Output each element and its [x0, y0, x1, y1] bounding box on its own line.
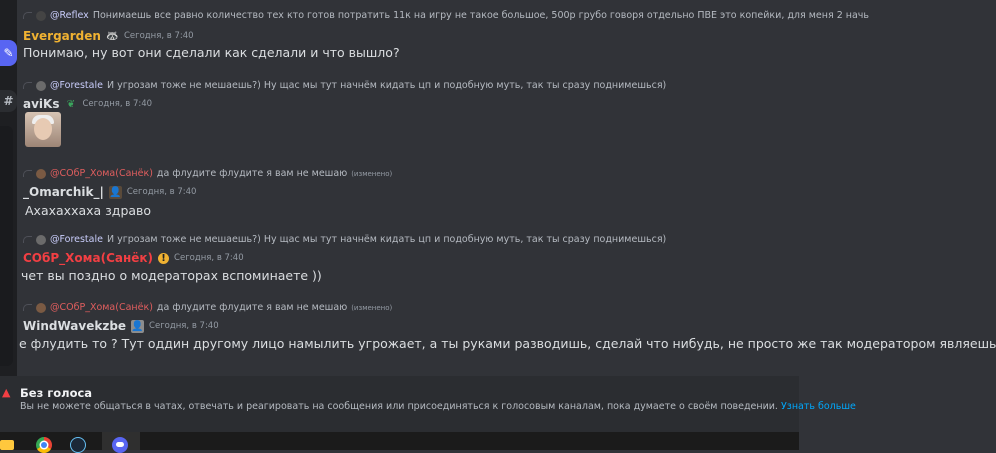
- reply-avatar: [36, 169, 46, 179]
- reply-preview[interactable]: [25, 302, 392, 313]
- edited-label: (изменено): [351, 169, 393, 178]
- sidebar-panel: [0, 126, 13, 366]
- timestamp: Сегодня, в 7:40: [123, 31, 194, 41]
- author-name[interactable]: COбР_Хома(Санёк): [23, 251, 154, 265]
- reply-text: да флудите флудите я вам не мешаю: [156, 302, 348, 313]
- leaf-badge-icon: ❦: [66, 98, 76, 110]
- reply-thread-line: [23, 82, 32, 89]
- reply-thread-line: [23, 236, 32, 243]
- banner-message: Вы не можете общаться в чатах, отвечать и реагировать на сообщения или присоединяться к голосовым каналам, пока думаете о своём поведении.: [20, 401, 778, 412]
- message-header: [23, 319, 219, 333]
- folder-icon[interactable]: [0, 440, 14, 450]
- banner-text: [20, 401, 856, 412]
- sticker-image[interactable]: [25, 112, 61, 147]
- timestamp: Сегодня, в 7:40: [126, 187, 197, 197]
- server-sidebar: [0, 0, 17, 432]
- reply-thread-line: [23, 170, 32, 177]
- message-header: [23, 251, 244, 265]
- reply-author[interactable]: @Forestale: [50, 80, 103, 91]
- reply-author[interactable]: @COбР_Хома(Санёк): [50, 168, 153, 179]
- message-header: [23, 29, 194, 43]
- user-badge-icon: 👤: [109, 186, 122, 198]
- reply-preview[interactable]: [25, 10, 869, 21]
- timestamp: Сегодня, в 7:40: [174, 253, 244, 263]
- reply-text: Понимаешь все равно количество тех кто готов потратить 11к на игру не такое большое, 500р грубо говоря отдельно ПВЕ это копейки, для меня 2 начь: [92, 10, 870, 21]
- hash-label: #: [3, 94, 14, 108]
- reply-text: И угрозам тоже не мешаешь?) Ну щас мы тут начнём кидать цп и подобную муть, так ты сразу поднимешься): [106, 80, 667, 91]
- clan-badge-icon: 🦝: [106, 30, 119, 42]
- message-header: [23, 185, 196, 199]
- reply-text: да флудите флудите я вам не мешаю: [156, 168, 348, 179]
- reply-thread-line: [23, 12, 32, 19]
- reply-avatar: [36, 81, 46, 91]
- author-name[interactable]: aviKs: [23, 97, 60, 111]
- message-text: Понимаю, ну вот они сделали как сделали и что вышло?: [23, 45, 400, 60]
- timestamp: Сегодня, в 7:40: [82, 99, 153, 109]
- message-text: Ахахаххаха здраво: [25, 203, 152, 218]
- learn-more-link[interactable]: Узнать больше: [780, 401, 856, 412]
- warning-badge-icon: !: [158, 253, 169, 264]
- reply-author[interactable]: @COбР_Хома(Санёк): [50, 302, 153, 313]
- timestamp: Сегодня, в 7:40: [149, 321, 219, 331]
- banner-title: Без голоса: [20, 386, 93, 400]
- reply-author[interactable]: @Reflex: [50, 10, 89, 21]
- reply-preview[interactable]: [25, 168, 392, 179]
- author-name[interactable]: _Omarchik_|: [23, 185, 104, 199]
- channel-hash-icon[interactable]: [0, 90, 17, 112]
- message-text: чет вы поздно о модераторах вспоминаете )): [21, 268, 322, 283]
- reply-preview[interactable]: [25, 234, 666, 245]
- voice-muted-icon: ▲: [2, 386, 11, 399]
- reply-avatar: [36, 303, 46, 313]
- reply-text: И угрозам тоже не мешаешь?) Ну щас мы тут начнём кидать цп и подобную муть, так ты сразу поднимешься): [106, 234, 667, 245]
- sticker-face: [34, 118, 52, 140]
- chrome-icon[interactable]: [36, 437, 52, 453]
- reply-author[interactable]: @Forestale: [50, 234, 103, 245]
- author-name[interactable]: WindWavekzbe: [23, 319, 127, 333]
- reply-avatar: [36, 235, 46, 245]
- reply-avatar: [36, 11, 46, 21]
- author-name[interactable]: Evergarden: [23, 29, 101, 43]
- discord-icon[interactable]: [112, 437, 128, 453]
- message-header: [23, 97, 152, 111]
- reply-thread-line: [23, 304, 32, 311]
- reply-preview[interactable]: [25, 80, 666, 91]
- message-list: [17, 0, 996, 376]
- message-text: е флудить то ? Тут оддин другому лицо намылить угрожает, а ты руками разводишь, сделай что нибудь, не просто же так модератором являешь: [19, 336, 996, 351]
- user-badge-icon: 👤: [131, 320, 144, 332]
- steam-icon[interactable]: [70, 437, 86, 453]
- pencil-icon[interactable]: ✎: [0, 40, 17, 66]
- edited-label: (изменено): [351, 303, 393, 312]
